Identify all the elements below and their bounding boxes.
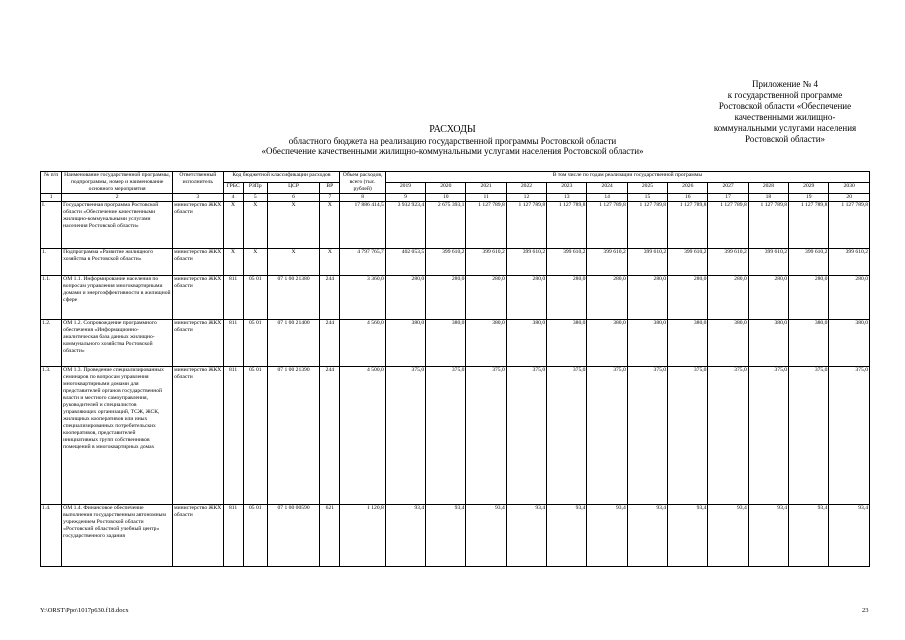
header-year: 2029 <box>789 183 829 194</box>
column-number-cell: 16 <box>668 194 708 202</box>
row-year-value-cell: 1 127 789,8 <box>668 202 708 249</box>
header-total: Объем расходов, всего (тыс. рублей) <box>340 172 385 194</box>
table-row <box>41 249 870 276</box>
row-grbs-cell: 811 <box>223 320 243 367</box>
row-year-value-cell: 399 610,2 <box>587 249 627 276</box>
row-total-cell: 4 500,0 <box>340 367 385 505</box>
footer-file-path: Y:\ORST\Ppo\1017p630.f18.docx <box>40 607 129 614</box>
footer-page-number: 23 <box>862 607 869 614</box>
row-year-value-cell: 380,0 <box>506 320 546 367</box>
header-grbs: ГРБС <box>223 183 243 194</box>
row-rzpr-cell: Х <box>243 202 267 249</box>
row-year-value-cell: 280,0 <box>587 276 627 320</box>
column-number-cell: 19 <box>789 194 829 202</box>
row-year-value-cell: 399 610,2 <box>547 249 587 276</box>
appendix-line: к государственной программе <box>727 90 843 100</box>
row-year-value-cell: 399 610,2 <box>668 249 708 276</box>
row-year-value-cell: 375,0 <box>426 367 466 505</box>
column-number-cell: 20 <box>829 194 870 202</box>
header-year: 2026 <box>668 183 708 194</box>
row-year-value-cell: 380,0 <box>708 320 748 367</box>
row-year-value-cell: 375,0 <box>829 367 870 505</box>
row-exec-cell: министерство ЖКХ области <box>173 276 223 320</box>
row-year-value-cell: 280,0 <box>789 276 829 320</box>
column-number-cell: 9 <box>385 194 425 202</box>
column-number-cell: 15 <box>627 194 667 202</box>
header-rzpr: РЗПр <box>243 183 267 194</box>
column-number-row <box>41 194 870 202</box>
row-csr-cell: Х <box>267 249 319 276</box>
row-csr-cell: 07 1 00 21380 <box>267 276 319 320</box>
appendix-line: Ростовской области» <box>744 134 826 144</box>
row-grbs-cell: 811 <box>223 276 243 320</box>
row-year-value-cell: 1 127 789,8 <box>547 202 587 249</box>
row-total-cell: 3 360,0 <box>340 276 385 320</box>
row-year-value-cell: 399 610,2 <box>426 249 466 276</box>
table-row <box>41 276 870 320</box>
row-vr-cell: 244 <box>320 276 340 320</box>
row-grbs-cell: 811 <box>223 367 243 505</box>
row-year-value-cell: 280,0 <box>466 276 506 320</box>
row-year-value-cell: 380,0 <box>587 320 627 367</box>
row-year-value-cell: 375,0 <box>547 367 587 505</box>
row-year-value-cell: 1 127 789,8 <box>506 202 546 249</box>
column-number-cell: 2 <box>62 194 173 202</box>
row-year-value-cell: 93,4 <box>627 505 667 567</box>
row-year-value-cell: 380,0 <box>426 320 466 367</box>
row-year-value-cell: 280,0 <box>829 276 870 320</box>
row-exec-cell: министерство ЖКХ области <box>173 202 223 249</box>
column-number-cell: 11 <box>466 194 506 202</box>
row-year-value-cell: 93,4 <box>789 505 829 567</box>
row-year-value-cell: 93,4 <box>426 505 466 567</box>
row-total-cell: 4 797 765,7 <box>340 249 385 276</box>
header-year: 2025 <box>627 183 667 194</box>
row-num-cell: I. <box>41 202 62 249</box>
row-year-value-cell: 93,4 <box>385 505 425 567</box>
column-number-cell: 12 <box>506 194 546 202</box>
row-exec-cell: министерство ЖКХ области <box>173 505 223 567</box>
column-number-cell: 14 <box>587 194 627 202</box>
row-vr-cell: Х <box>320 202 340 249</box>
row-year-value-cell: 375,0 <box>466 367 506 505</box>
column-number-cell: 17 <box>708 194 748 202</box>
header-num: № п/п <box>41 172 62 194</box>
row-year-value-cell: 375,0 <box>668 367 708 505</box>
row-csr-cell: Х <box>267 202 319 249</box>
table-row <box>41 367 870 505</box>
row-year-value-cell: 399 610,2 <box>789 249 829 276</box>
row-year-value-cell: 93,4 <box>466 505 506 567</box>
row-num-cell: 1. <box>41 249 62 276</box>
row-year-value-cell: 380,0 <box>627 320 667 367</box>
column-number-cell: 10 <box>426 194 466 202</box>
row-year-value-cell: 380,0 <box>829 320 870 367</box>
row-year-value-cell: 380,0 <box>547 320 587 367</box>
column-number-cell: 13 <box>547 194 587 202</box>
row-grbs-cell: Х <box>223 202 243 249</box>
row-year-value-cell: 280,0 <box>385 276 425 320</box>
row-year-value-cell: 399 610,2 <box>748 249 788 276</box>
row-year-value-cell: 280,0 <box>708 276 748 320</box>
row-year-value-cell: 380,0 <box>748 320 788 367</box>
row-year-value-cell: 1 127 789,8 <box>789 202 829 249</box>
row-year-value-cell: 380,0 <box>668 320 708 367</box>
row-year-value-cell: 1 127 789,8 <box>829 202 870 249</box>
header-year: 2020 <box>426 183 466 194</box>
table-row <box>41 505 870 567</box>
row-name-cell: Подпрограмма «Развитие жилищного хозяйства в Ростовской области» <box>62 249 173 276</box>
appendix-line: Ростовской области «Обеспечение <box>718 101 852 111</box>
header-year: 2022 <box>506 183 546 194</box>
row-year-value-cell: 93,4 <box>547 505 587 567</box>
row-rzpr-cell: Х <box>243 249 267 276</box>
title-line-1: РАСХОДЫ <box>429 124 476 135</box>
row-year-value-cell: 375,0 <box>627 367 667 505</box>
row-year-value-cell: 380,0 <box>789 320 829 367</box>
appendix-line: качественными жилищно- <box>734 112 836 122</box>
row-year-value-cell: 399 610,2 <box>708 249 748 276</box>
row-total-cell: 4 560,0 <box>340 320 385 367</box>
row-year-value-cell: 1 127 789,8 <box>627 202 667 249</box>
row-vr-cell: 244 <box>320 320 340 367</box>
title-line-2: областного бюджета на реализацию государственной программы Ростовской области <box>288 135 617 146</box>
row-year-value-cell: 280,0 <box>426 276 466 320</box>
budget-table <box>40 171 870 567</box>
column-number-cell: 8 <box>340 194 385 202</box>
row-name-cell: ОМ 1.2. Сопровождение программного обеспечения «Информационно-аналитическая база данных жилищно-коммунального хозяйства Ростовской области» <box>62 320 173 367</box>
column-number-cell: 3 <box>173 194 223 202</box>
row-exec-cell: министерство ЖКХ области <box>173 249 223 276</box>
header-year: 2019 <box>385 183 425 194</box>
row-year-value-cell: 402 053,5 <box>385 249 425 276</box>
row-year-value-cell: 399 610,2 <box>829 249 870 276</box>
row-year-value-cell: 93,4 <box>748 505 788 567</box>
header-year: 2021 <box>466 183 506 194</box>
row-year-value-cell: 375,0 <box>506 367 546 505</box>
row-year-value-cell: 280,0 <box>748 276 788 320</box>
row-year-value-cell: 280,0 <box>668 276 708 320</box>
header-year: 2027 <box>708 183 748 194</box>
header-name: Наименование государственной программы, подпрограммы, номер и наименование основного мероприятия <box>62 172 173 194</box>
row-rzpr-cell: 05 01 <box>243 276 267 320</box>
row-total-cell: 1 120,8 <box>340 505 385 567</box>
row-csr-cell: 07 1 00 21390 <box>267 367 319 505</box>
appendix-line: Приложение № 4 <box>752 79 818 89</box>
column-number-cell: 5 <box>243 194 267 202</box>
column-number-cell: 18 <box>748 194 788 202</box>
header-year: 2028 <box>748 183 788 194</box>
row-year-value-cell: 380,0 <box>466 320 506 367</box>
row-year-value-cell: 93,4 <box>506 505 546 567</box>
row-total-cell: 17 886 414,5 <box>340 202 385 249</box>
row-num-cell: 1.3. <box>41 367 62 505</box>
row-rzpr-cell: 05 01 <box>243 505 267 567</box>
row-year-value-cell: 375,0 <box>789 367 829 505</box>
row-num-cell: 1.4. <box>41 505 62 567</box>
row-year-value-cell: 1 127 789,8 <box>466 202 506 249</box>
column-number-cell: 7 <box>320 194 340 202</box>
row-year-value-cell: 375,0 <box>708 367 748 505</box>
table-row <box>41 320 870 367</box>
row-name-cell: ОМ 1.3. Проведение специализированных семинаров по вопросам управления многоквартирными домами для представителей органов государственной власти и местного самоуправления, руководителей и специалистов управляющих организаций, ТСЖ, ЖСК, жилищных кооперативов или иных специализированных потребительских кооперативов, представителей инициативных групп собственников помещений в многоквартирных домах <box>62 367 173 505</box>
row-rzpr-cell: 05 01 <box>243 320 267 367</box>
row-year-value-cell: 375,0 <box>385 367 425 505</box>
row-num-cell: 1.2. <box>41 320 62 367</box>
row-year-value-cell: 1 127 789,8 <box>587 202 627 249</box>
header-code-group: Код бюджетной классификации расходов <box>223 172 340 183</box>
row-name-cell: ОМ 1.1. Информирование населения по вопросам управления многоквартирными домами и энергоэффективности в жилищной сфере <box>62 276 173 320</box>
row-year-value-cell: 93,4 <box>587 505 627 567</box>
row-year-value-cell: 375,0 <box>587 367 627 505</box>
row-grbs-cell: 811 <box>223 505 243 567</box>
row-grbs-cell: Х <box>223 249 243 276</box>
header-year: 2030 <box>829 183 870 194</box>
row-name-cell: ОМ 1.4. Финансовое обеспечение выполнения государственным автономным учреждением Ростовской области «Ростовский областной учебный центр» государственного задания <box>62 505 173 567</box>
column-number-cell: 6 <box>267 194 319 202</box>
row-exec-cell: министерство ЖКХ области <box>173 367 223 505</box>
document-title <box>0 125 905 157</box>
header-years-group: В том числе по годам реализации государственной программы <box>385 172 869 183</box>
row-year-value-cell: 93,4 <box>829 505 870 567</box>
row-year-value-cell: 375,0 <box>748 367 788 505</box>
row-vr-cell: 621 <box>320 505 340 567</box>
title-line-3: «Обеспечение качественными жилищно-коммунальными услугами населения Ростовской области» <box>261 146 644 156</box>
row-year-value-cell: 280,0 <box>547 276 587 320</box>
header-csr: ЦСР <box>267 183 319 194</box>
row-num-cell: 1.1. <box>41 276 62 320</box>
column-number-cell: 1 <box>41 194 62 202</box>
header-year: 2024 <box>587 183 627 194</box>
row-name-cell: Государственная программа Ростовской области «Обеспечение качественными жилищно-коммунальными услугами населения Ростовской области» <box>62 202 173 249</box>
row-year-value-cell: 93,4 <box>668 505 708 567</box>
header-vr: ВР <box>320 183 340 194</box>
row-year-value-cell: 2 675 393,1 <box>426 202 466 249</box>
row-vr-cell: Х <box>320 249 340 276</box>
column-number-cell: 4 <box>223 194 243 202</box>
row-year-value-cell: 399 610,2 <box>466 249 506 276</box>
row-rzpr-cell: 05 01 <box>243 367 267 505</box>
row-year-value-cell: 399 610,2 <box>506 249 546 276</box>
table-row <box>41 202 870 249</box>
row-csr-cell: 07 1 00 21400 <box>267 320 319 367</box>
row-year-value-cell: 280,0 <box>627 276 667 320</box>
row-year-value-cell: 3 932 923,4 <box>385 202 425 249</box>
row-csr-cell: 07 1 00 00590 <box>267 505 319 567</box>
header-year: 2023 <box>547 183 587 194</box>
table-body <box>41 202 870 567</box>
row-year-value-cell: 1 127 789,8 <box>748 202 788 249</box>
header-exec: Ответственный исполнитель <box>173 172 223 194</box>
appendix-line: коммунальными услугами населения <box>713 123 857 133</box>
row-year-value-cell: 380,0 <box>385 320 425 367</box>
row-year-value-cell: 280,0 <box>506 276 546 320</box>
row-year-value-cell: 93,4 <box>708 505 748 567</box>
row-year-value-cell: 399 610,2 <box>627 249 667 276</box>
row-exec-cell: министерство ЖКХ области <box>173 320 223 367</box>
row-year-value-cell: 1 127 789,8 <box>708 202 748 249</box>
row-vr-cell: 244 <box>320 367 340 505</box>
